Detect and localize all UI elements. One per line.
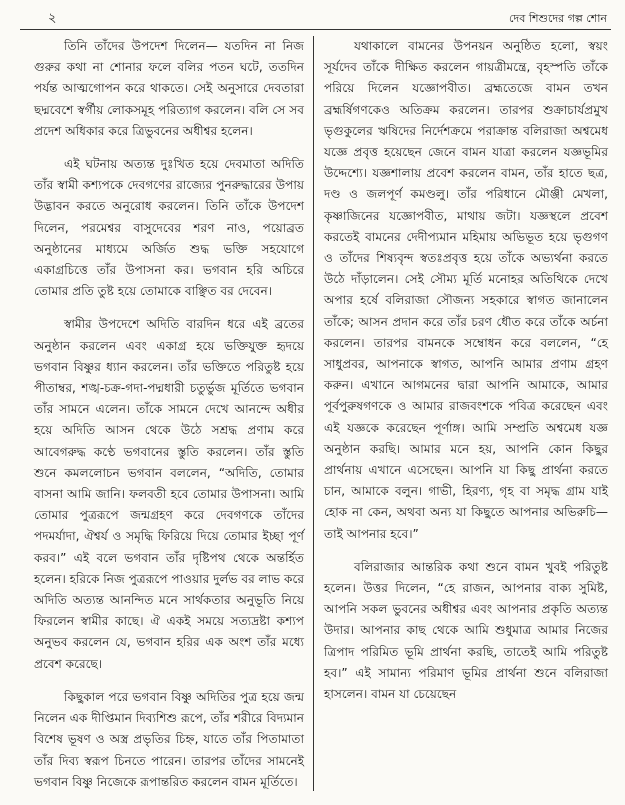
paragraph: তিনি তাঁদের উপদেশ দিলেন— যতদিন না নিজ গুরুর কথা না শোনার ফলে বলির পতন ঘটে, ততদিন পর্যন্ত আত্মগোপন করে থাকতে। সেই অনুসারে দেবতারা ছদ্মবেশে স্বর্গীয় লোকসমূহ পরিত্যাগ করলেন। বলি সে সব প্রদেশ অধিকার করে ত্রিভুবনের অধীশ্বর হলেন। (34, 39, 304, 138)
running-title: দেব শিশুদের গল্প শোন (508, 12, 607, 25)
paragraph: কিছুকাল পরে ভগবান বিষ্ণু অদিতির পুত্র হয়ে জন্ম নিলেন এক দীপ্তিমান দিব্যশিশু রূপে, তাঁর শরীরে বিদ্যমান বিশেষ ভূষণ ও অস্ত্র প্রভৃতির চিহ্ন, যাতে তাঁর পিতামাতা তাঁর দিব্য স্বরূপ চিনতে পারেন। তারপর তাঁদের সামনেই ভগবান বিষ্ণু নিজেকে রূপান্তরিত করলেন বামন মূর্তিতে। (34, 689, 304, 789)
left-column (34, 36, 304, 805)
column-divider (313, 36, 314, 791)
paragraph: স্বামীর উপদেশে অদিতি বারদিন ধরে এই ব্রতের অনুষ্ঠান করলেন এবং একাগ্র হয়ে ভক্তিযুক্ত হৃদয়ে ভগবান বিষ্ণুর ধ্যান করলেন। তাঁর ভক্তিতে পরিতুষ্ট হয়ে পীতাম্বর, শঙ্খ-চক্র-গদা-পদ্মধারী চতুর্ভুজ মূর্তিতে ভগবান তাঁর সামনে এলেন। তাঁকে সামনে দেখে আনন্দে অধীর হয়ে অদিতি আসন থেকে উঠে সশ্রদ্ধ প্রণাম করে আবেগরুদ্ধ কণ্ঠে ভগবানের স্তুতি করলেন। তাঁর স্তুতি শুনে কমললোচন ভগবান বললেন, “অদিতি, তোমার বাসনা আমি জানি। ফলবতী হবে তোমার উপাসনা। আমি তোমার পুত্ররূপে জন্মগ্রহণ করে দেবগণকে তাঁদের পদমর্যাদা, ঐশ্বর্য ও সমৃদ্ধি ফিরিয়ে দিয়ে তোমার ইচ্ছা পূর্ণ করব।” এই বলে ভগবান তাঁর দৃষ্টিপথ থেকে অন্তর্হিত হলেন। হরিকে নিজ পুত্ররূপে পাওয়ার দুর্লভ বর লাভ করে অদিতি অত্যন্ত আনন্দিত মনে সার্থকতার অনুভূতি নিয়ে ফিরলেন স্বামীর কাছে। ঐ একই সময়ে সত্যদ্রষ্টা কশ্যপ অনুভব করলেন যে, ভগবান হরির এক অংশ তাঁর মধ্যে প্রবেশ করেছে। (34, 317, 304, 671)
paragraph: বলিরাজার আন্তরিক কথা শুনে বামন খুবই পরিতুষ্ট হলেন। উত্তর দিলেন, “হে রাজন, আপনার বাক্য সুমিষ্ট, আপনি সকল ভুবনের অধীশ্বর এবং আপনার প্রকৃতি অত্যন্ত উদার। আপনার কাছ থেকে আমি শুধুমাত্র আমার নিজের ত্রিপাদ পরিমিত ভূমি প্রার্থনা করছি, তাতেই আমি পরিতুষ্ট হব।” এই সামান্য পরিমাণ ভূমির প্রার্থনা শুনে বলিরাজা হাসলেন। বামন যা চেয়েছেন (324, 559, 608, 702)
page-number: ২ (48, 11, 57, 26)
page-header (20, 6, 611, 28)
header-rule (20, 29, 611, 30)
paragraph: এই ঘটনায় অত্যন্ত দুঃখিত হয়ে দেবমাতা অদিতি তাঁর স্বামী কশ্যপকে দেবগণের রাজ্যের পুনরুদ্ধারের উপায় উদ্ভাবন করতে অনুরোধ করলেন। তিনি তাঁকে উপদেশ দিলেন, পরমেশ্বর বাসুদেবের শরণ নাও, পয়োব্রত অনুষ্ঠানের মাধ্যমে অর্জিত শুদ্ধ ভক্তি সহযোগে একাগ্রচিত্তে তাঁর উপাসনা কর। ভগবান হরি অচিরে তোমার প্রতি তুষ্ট হয়ে তোমাকে বাঞ্ছিত বর দেবেন। (34, 157, 304, 299)
paragraph: যথাকালে বামনের উপনয়ন অনুষ্ঠিত হলো, স্বয়ং সূর্যদেব তাঁকে দীক্ষিত করলেন গায়ত্রীমন্ত্রে, বৃহস্পতি তাঁকে পরিয়ে দিলেন যজ্ঞোপবীত। ব্রহ্মতেজে বামন তখন ব্রহ্মর্ষিগণকেও অতিক্রম করলেন। তারপর শুক্রাচার্যপ্রমুখ ভৃগুকুলের ঋষিদের নির্দেশক্রমে পরাক্রান্ত বলিরাজা অশ্বমেধ যজ্ঞে প্রবৃত্ত হয়েছেন জেনে বামন যাত্রা করলেন যজ্ঞভূমির উদ্দেশ্যে। যজ্ঞশালায় প্রবেশ করলেন বামন, তাঁর হাতে ছত্র, দণ্ড ও জলপূর্ণ কমণ্ডলু। তাঁর পরিধানে মৌঞ্জী মেখলা, কৃষ্ণাজিনের যজ্ঞোপবীত, মাথায় জটা। যজ্ঞস্থলে প্রবেশ করতেই বামনের দেদীপ্যমান মহিমায় অভিভূত হয়ে ভৃগুগণ ও তাঁদের শিষ্যবৃন্দ স্বতঃপ্রবৃত্ত হয়ে তাঁকে অভ্যর্থনা করতে উঠে দাঁড়ালেন। সেই সৌম্য মূর্তি মনোহর অতিথিকে দেখে অপার হর্ষে বলিরাজা সৌজন্য সহকারে স্বাগত জানালেন তাঁকে; আসন প্রদান করে তাঁর চরণ ধৌত করে তাঁকে অর্চনা করলেন। তারপর বামনকে সম্বোধন করে বললেন, “হে সাধুপ্রবর, আপনাকে স্বাগত, আপনি আমার প্রণাম গ্রহণ করুন। এখানে আগমনের দ্বারা আপনি আমাকে, আমার পূর্বপুরুষগণকে ও আমার রাজবংশকে পবিত্র করেছেন এবং এই যজ্ঞকে করেছেন পূর্ণাঙ্গ। আমি সম্প্রতি অশ্বমেধ যজ্ঞ অনুষ্ঠান করছি। আমার মনে হয়, আপনি কোন কিছুর প্রার্থনায় এখানে এসেছেন। আপনি যা কিছু প্রার্থনা করতে চান, আমাকে বলুন। গাভী, হিরণ্য, গৃহ বা সমৃদ্ধ গ্রাম যাই হোক না কেন, অথবা অন্য যা কিছুতে আপনার অভিরুচি— তাই আপনার হবে।” (324, 39, 608, 541)
right-column (324, 36, 608, 717)
